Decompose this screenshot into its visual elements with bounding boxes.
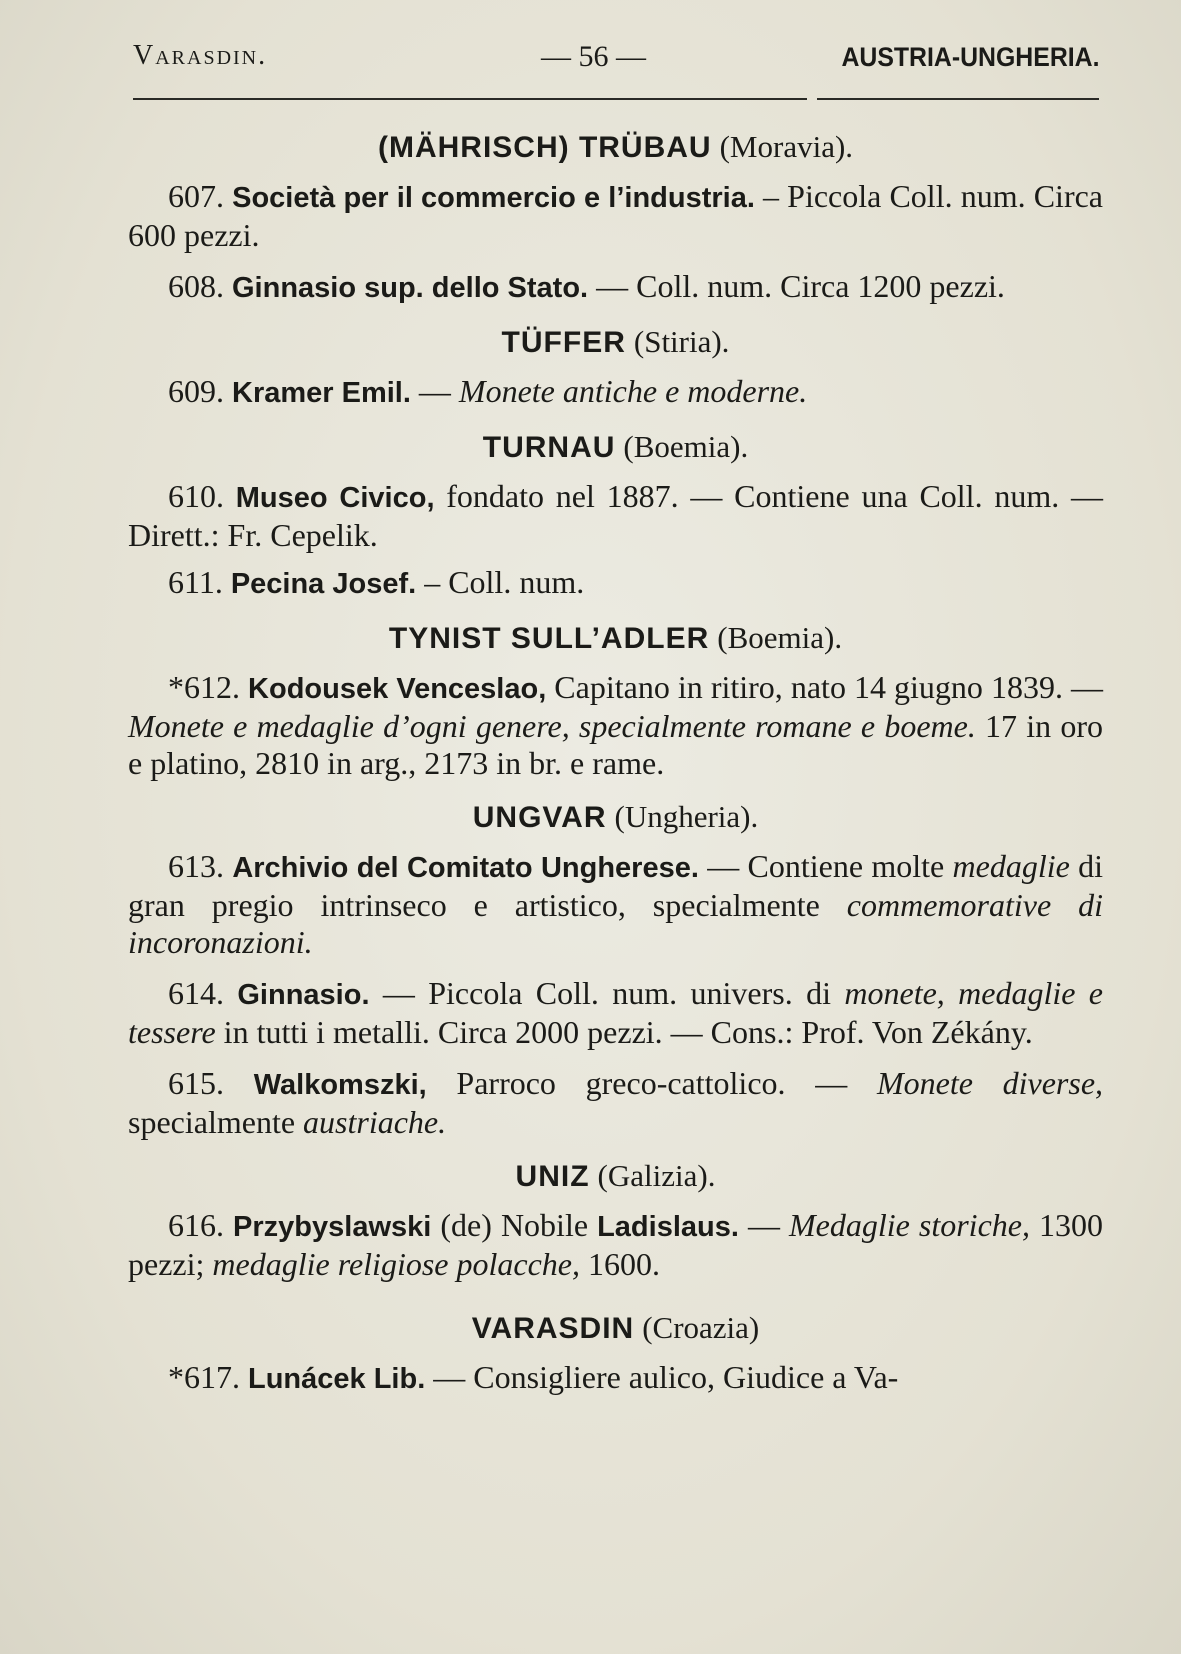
entry-615 <box>128 1065 1103 1141</box>
entry-name-2: Ladislaus. <box>597 1211 739 1243</box>
city-region: (Boemia). <box>623 429 749 464</box>
running-header <box>133 40 1099 96</box>
entry-number: 609. <box>168 373 224 409</box>
entry-italic: medaglie <box>952 848 1070 884</box>
entry-number: 616. <box>168 1207 224 1243</box>
entry-text: — <box>410 373 459 409</box>
header-rule-right <box>817 98 1099 100</box>
entry-617 <box>128 1359 1103 1398</box>
city-heading <box>128 617 1103 659</box>
entry-italic: austriache. <box>303 1104 447 1140</box>
entry-number: 611. <box>168 564 223 600</box>
entry-607 <box>128 178 1103 254</box>
entry-name: Museo Civico, <box>235 482 435 514</box>
city-heading <box>128 426 1103 468</box>
entry-name: Kodousek Venceslao, <box>248 673 547 705</box>
header-rule-left <box>133 98 807 100</box>
city-heading <box>128 1307 1103 1349</box>
entry-number: 607. <box>168 178 224 214</box>
entry-616 <box>128 1207 1103 1283</box>
entry-name: Archivio del Comitato Ungherese. <box>232 852 699 884</box>
page-number: — 56 — <box>541 40 646 73</box>
entry-tail: 17 in oro e platino, 2810 in arg., 2173 in br. e rame. <box>128 708 1103 781</box>
entry-text: Capitano in ritiro, nato 14 giugno 1839. — <box>546 669 1104 705</box>
entry-tail-2: 1600. <box>579 1246 660 1282</box>
entry-text: fondato nel 1887. — Contiene una Coll. num. — Dirett.: Fr. Cepelik. <box>128 478 1103 553</box>
entry-608 <box>128 268 1103 307</box>
city-name: UNIZ <box>515 1160 590 1193</box>
entry-name: Ginnasio. <box>237 979 370 1011</box>
entry-611 <box>128 564 1103 603</box>
entry-612 <box>128 669 1103 782</box>
entry-text: — Piccola Coll. num. univers. di <box>369 975 845 1011</box>
entry-number: *612. <box>168 669 240 705</box>
city-name: (MÄHRISCH) TRÜBAU <box>377 131 712 164</box>
entry-609 <box>128 373 1103 412</box>
entry-613 <box>128 848 1103 961</box>
city-name: VARASDIN <box>471 1312 635 1345</box>
entry-text: — Consigliere aulico, Giudice a Va- <box>425 1359 899 1395</box>
entry-number: 615. <box>168 1065 224 1101</box>
entry-name: Società per il commercio e l’industria. <box>232 182 755 214</box>
entry-italic: Medaglie storiche, <box>789 1207 1030 1243</box>
entry-text: Parroco greco-cattolico. — <box>426 1065 877 1101</box>
entry-text: — Coll. num. Circa 1200 pezzi. <box>588 268 1005 304</box>
entry-614 <box>128 975 1103 1051</box>
entry-tail: di gran pregio intrinseco e artistico, specialmente <box>128 848 1104 923</box>
city-name: TURNAU <box>482 431 616 464</box>
entry-number: 614. <box>168 975 224 1011</box>
entry-number: 613. <box>168 848 224 884</box>
city-name: UNGVAR <box>472 801 607 834</box>
entry-number: *617. <box>168 1359 240 1395</box>
city-region: (Ungheria). <box>614 799 759 834</box>
city-heading <box>128 1155 1103 1197</box>
entry-text-2: — <box>738 1207 789 1243</box>
entry-italic: Monete e medaglie d’ogni genere, specialmente romane e boeme. <box>128 708 976 744</box>
entry-610 <box>128 478 1103 554</box>
entry-name: Kramer Emil. <box>232 377 411 409</box>
page-body <box>128 126 1103 1398</box>
entry-tail: 1300 pezzi; <box>128 1207 1104 1282</box>
entry-name: Lunácek Lib. <box>248 1363 426 1395</box>
entry-number: 608. <box>168 268 224 304</box>
entry-italic: Monete antiche e moderne. <box>458 373 808 409</box>
entry-name: Walkomszki, <box>253 1069 427 1101</box>
city-name: TÜFFER <box>501 326 626 359</box>
city-region: (Galizia). <box>597 1158 716 1193</box>
entry-text: – Piccola Coll. num. Circa 600 pezzi. <box>128 178 1104 253</box>
city-region: (Stiria). <box>633 324 730 359</box>
entry-name: Przybyslawski <box>233 1211 432 1243</box>
entry-name: Pecina Josef. <box>230 568 417 600</box>
entry-text: (de) Nobile <box>431 1207 598 1243</box>
entry-italic: medaglie religiose polacche, <box>212 1246 580 1282</box>
city-region: (Moravia). <box>719 129 854 164</box>
entry-number: 610. <box>168 478 224 514</box>
entry-name: Ginnasio sup. dello Stato. <box>232 272 589 304</box>
header-left: Varasdin. <box>133 40 268 71</box>
city-region: (Boemia). <box>717 620 843 655</box>
entry-italic: monete, medaglie e tessere <box>128 975 1104 1050</box>
city-heading <box>128 126 1103 168</box>
entry-text: — Contiene molte <box>698 848 953 884</box>
city-name: TYNIST SULL’ADLER <box>388 622 710 655</box>
entry-tail: specialmente <box>128 1104 304 1140</box>
entry-text: – Coll. num. <box>416 564 585 600</box>
entry-italic: Monete diverse, <box>876 1065 1104 1101</box>
header-right: AUSTRIA-UNGHERIA. <box>840 42 1099 72</box>
entry-tail: in tutti i metalli. Circa 2000 pezzi. — Cons.: Prof. Von Zékány. <box>215 1014 1033 1050</box>
entry-italic: commemorative di incoronazioni. <box>128 887 1104 960</box>
city-heading <box>128 796 1103 838</box>
city-heading <box>128 321 1103 363</box>
city-region: (Croazia) <box>642 1310 760 1345</box>
